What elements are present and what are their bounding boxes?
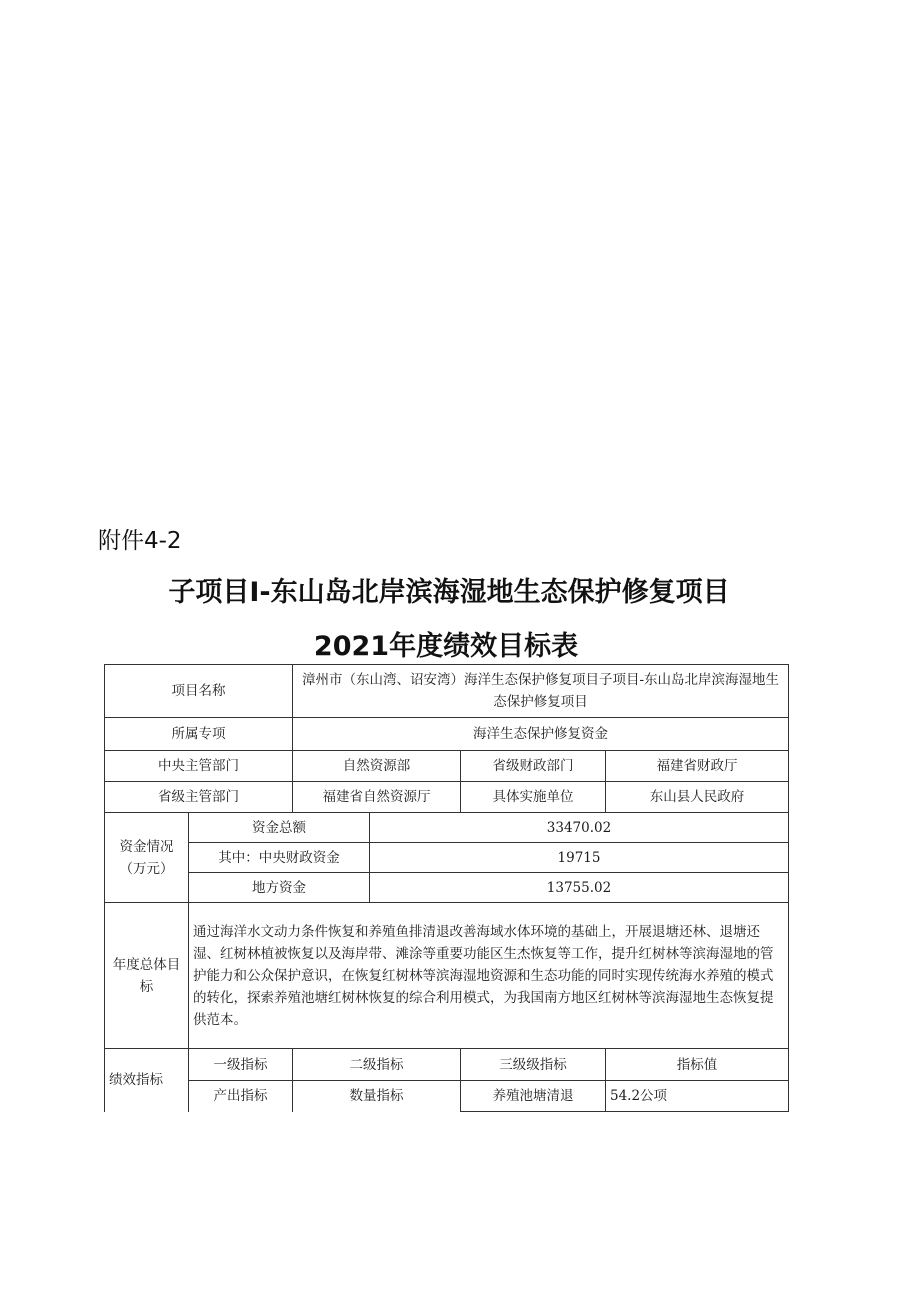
perf-header-level2: 二级指标 — [293, 1049, 461, 1081]
funds-total-value: 33470.02 — [370, 813, 789, 843]
funds-local-value: 13755.02 — [370, 873, 789, 903]
prov-finance-value: 福建省财政厅 — [606, 751, 789, 782]
perf-row-level3: 养殖池塘清退 — [461, 1081, 606, 1112]
central-dept-value: 自然资源部 — [293, 751, 461, 782]
prov-dept-label: 省级主管部门 — [105, 782, 293, 813]
perf-row-value: 54.2公项 — [606, 1081, 789, 1112]
table-row — [105, 873, 789, 903]
perf-row-level1: 产出指标 — [189, 1081, 293, 1112]
funds-central-value: 19715 — [370, 843, 789, 873]
special-value: 海洋生态保护修复资金 — [293, 718, 789, 751]
funds-label: 资金情况（万元） — [105, 813, 189, 903]
funds-central-label: 其中：中央财政资金 — [189, 843, 370, 873]
perf-label: 绩效指标 — [105, 1049, 189, 1112]
annual-goal-text: 通过海洋水文动力条件恢复和养殖鱼排清退改善海域水体环境的基础上，开展退塘还林、退塘还湿、红树林植被恢复以及海岸带、滩涂等重要功能区生杰恢复等工作，提升红树林等滨海湿地的管护能力和公众保护意识，在恢复红树林等滨海湿地资源和生态功能的同时实现传统海水养殖的模式的转化，探索养殖池塘红树林恢复的综合利用模式，为我国南方地区红树林等滨海湿地生态恢复提供范本。 — [189, 903, 789, 1049]
perf-header-level1: 一级指标 — [189, 1049, 293, 1081]
perf-header-value: 指标值 — [606, 1049, 789, 1081]
table-row — [105, 1081, 789, 1112]
central-dept-label: 中央主管部门 — [105, 751, 293, 782]
table-row — [105, 1049, 789, 1081]
attachment-label: 附件4-2 — [98, 528, 182, 554]
perf-row-level2: 数量指标 — [293, 1081, 461, 1112]
table-row — [105, 718, 789, 751]
table-row — [105, 782, 789, 813]
table-row — [105, 813, 789, 843]
table-row — [105, 665, 789, 718]
document-subtitle: 2021年度绩效目标表 — [313, 631, 579, 662]
table-row — [105, 751, 789, 782]
funds-local-label: 地方资金 — [189, 873, 370, 903]
project-name-label: 项目名称 — [105, 665, 293, 718]
perf-header-level3: 三级级指标 — [461, 1049, 606, 1081]
prov-dept-value: 福建省自然资源厅 — [293, 782, 461, 813]
prov-finance-label: 省级财政部门 — [461, 751, 606, 782]
performance-target-table — [104, 664, 789, 1112]
funds-total-label: 资金总额 — [189, 813, 370, 843]
annual-goal-label: 年度总体目标 — [105, 903, 189, 1049]
impl-unit-value: 东山县人民政府 — [606, 782, 789, 813]
special-label: 所属专项 — [105, 718, 293, 751]
table-row — [105, 903, 789, 1049]
project-name-value: 漳州市（东山湾、诏安湾）海洋生态保护修复项目子项目-东山岛北岸滨海湿地生态保护修复项目 — [293, 665, 789, 718]
document-title: 子项目I-东山岛北岸滨海湿地生态保护修复项目 — [168, 577, 730, 608]
table-row — [105, 843, 789, 873]
impl-unit-label: 具体实施单位 — [461, 782, 606, 813]
